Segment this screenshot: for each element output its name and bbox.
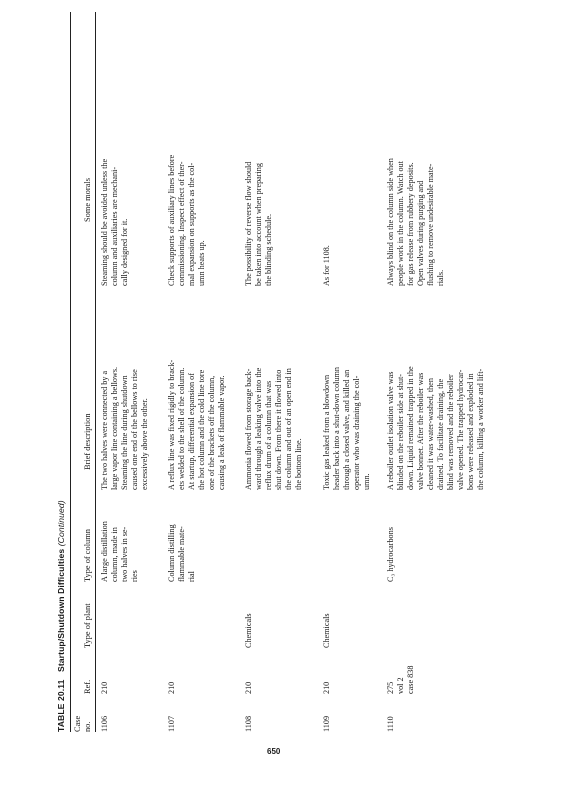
table-title: Startup/Shutdown Difficulties — [56, 548, 66, 672]
header-type-of-column: Type of column — [83, 529, 92, 582]
row-1109-morals: As for 1108. — [322, 245, 331, 286]
row-1106-column: A large distillation column, made in two halves in se- ries — [100, 521, 139, 582]
row-1107-column: Column distilling flammable mate- rial — [167, 524, 196, 582]
row-1108-ref: 210 — [244, 681, 253, 694]
row-1106-ref: 210 — [100, 681, 109, 694]
header-some-morals: Some morals — [83, 178, 92, 222]
row-1109-description: Toxic gas leaked from a blowdown header back into a shut-down column through a closed valve, and killed an operator who was draining the col- umn. — [322, 366, 371, 490]
table-continued: (Continued) — [56, 500, 66, 547]
row-1110-ref: 275 vol 2 case 838 — [386, 665, 415, 694]
row-1110-description: A reboiler outlet isolation valve was blinded on the reboiler side at shut- down. Liquid remained trapped in the valve bonnet. After the reboiler was cleaned it was water-washed, then drained. To facilitate draining, the blind was removed and the reboiler valve opened. The trapped hydrocar- bons were released and exploded in the column, killing a worker and lift- — [386, 366, 485, 490]
row-1107-morals: Check supports of auxiliary lines before commissioning. Inspect effect of ther- mal expansion on supports as the col- umn heats up. — [167, 154, 206, 286]
header-case-no: Case no. — [73, 715, 92, 732]
row-1106-morals: Steaming should be avoided unless the column and auxiliaries are mechani- cally designed for it. — [100, 158, 129, 286]
page-number: 650 — [267, 747, 281, 756]
row-1107-case: 1107 — [167, 715, 176, 732]
header-brief-description: Brief description — [83, 413, 92, 470]
header-ref: Ref. — [83, 679, 92, 694]
row-1107-description: A reflux line was fixed rigidly to brack- ets welded to the shell of the column. At startup, differential expansion of the hot column and the cold line tore one of the brackets off the column, causing a leak of flammable vapor. — [167, 359, 226, 490]
row-1109-ref: 210 — [322, 681, 331, 694]
row-1108-case: 1108 — [244, 715, 253, 732]
row-1107-ref: 210 — [167, 681, 176, 694]
table-number: TABLE 20.11 — [56, 679, 66, 732]
row-1109-case: 1109 — [322, 715, 331, 732]
row-1108-morals: The possibility of reverse flow should be taken into account when preparing the blinding schedule. — [244, 161, 273, 286]
row-1110-column: C₃ hydrocarbons — [386, 527, 395, 582]
header-type-of-plant: Type of plant — [83, 603, 92, 648]
row-1108-plant: Chemicals — [244, 613, 253, 648]
header-rule — [95, 12, 96, 732]
row-1106-case: 1106 — [100, 715, 109, 732]
row-1106-description: The two halves were connected by a large vapor line containing a bellows. Steaming the line during shutdown caused one end of the bellows to rise excessively above the other. — [100, 366, 149, 490]
row-1109-plant: Chemicals — [322, 613, 331, 648]
rotated-table-page — [56, 12, 556, 732]
row-1110-case: 1110 — [386, 716, 395, 732]
row-1108-description: Ammonia flowed from storage back- ward through a leaking valve into the reflux drum of a column that was shut down. From there it flowed into the column and out of an open end in the bottom line. — [244, 367, 303, 490]
top-rule — [70, 12, 71, 732]
table-caption — [56, 500, 66, 732]
row-1110-morals: Always blind on the column side when people work in the column. Watch out for gas release from rubbery deposits. Open valves during purging and flushing to remove undesirable mate- rials. — [386, 158, 445, 286]
